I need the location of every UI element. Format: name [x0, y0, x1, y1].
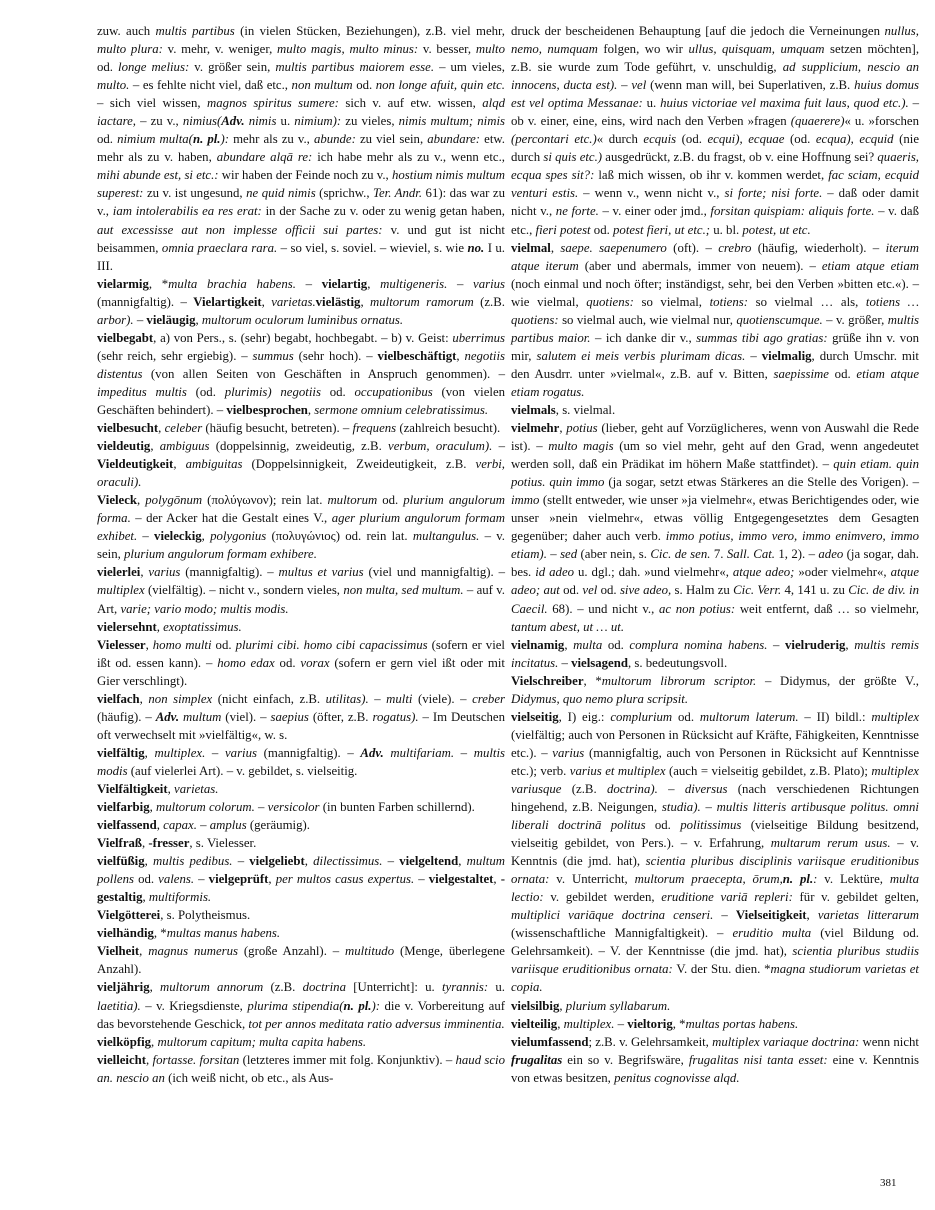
page-number: 381 [880, 1177, 897, 1189]
dictionary-entry: vielbegabt, a) von Pers., s. (sehr) begabt, hochbegabt. – b) v. Geist: uberrimus (sehr reich, sehr ergiebig). – summus (sehr hoch). – vielbeschäftigt, negotiis distentus (von allen Seiten von Geschäften in Anspruch genommen). – impeditus multis (od. plurimis) negotiis od. occupationibus (von vielen Geschäften behindert). – vielbesprochen, sermone omnium celebratissimus. [97, 330, 506, 417]
dictionary-entry: Vielheit, magnus numerus (große Anzahl). – multitudo (Menge, überlegene Anzahl). [97, 944, 505, 977]
dictionary-entry: vielerlei, varius (mannigfaltig). – multus et varius (viel und mannigfaltig). – multiplex (vielfältig). – nicht v., sondern vieles, non multa, sed multum. – auf v. Art, varie; vario modo; multis modis. [97, 565, 506, 616]
dictionary-entry: vielköpfig, multorum capitum; multa capita habens. [97, 1034, 367, 1049]
dictionary-entry: Vielesser, homo multi od. plurimi cibi. homo cibi capacissimus (sofern er viel ißt od. essen kann). – homo edax od. vorax (sofern er gern viel ißt oder mit Gier verschlingt). [97, 637, 505, 688]
dictionary-entry: vielhändig, *multas manus habens. [97, 926, 281, 941]
dictionary-entry: vielarmig, *multa brachia habens. – vielartig, multigeneris. – varius (mannigfaltig). – Vielartigkeit, varietas.vielästig, multorum ramorum (z.B. arbor). – vieläugig, multorum oculorum luminibus ornatus. [97, 276, 506, 327]
dictionary-entry: vielbesucht, celeber (häufig besucht, betreten). – frequens (zahlreich besucht). [97, 421, 501, 436]
left-column [97, 22, 505, 1087]
dictionary-entry: vielseitig, I) eig.: complurium od. multorum laterum. – II) bildl.: multiplex (vielfältig; auch von Personen in Rücksicht auf Kräfte, Fähigkeiten, Kenntnisse etc.). – varius (mannigfaltig, auch von Personen in Rücksicht auf Kenntnisse etc.); verb. varius et multiplex (auch = vielseitig gebildet, z.B. Plato); multiplex variusque (z.B. doctrina). – diversus (nach verschiedenen Richtungen hingehend, z.B. Neigungen, studia). – multis litteris artibusque politus. omni liberali doctrinā politus od. politissimus (vielseitige Bildung besitzend, vielseitig gebildet, von Pers.). – v. Erfahrung, multarum rerum usus. – v. Kenntnis (die jmd. hat), scientia pluribus disciplinis variisque eruditionibus ornata: v. Unterricht, multorum praecepta, ōrum,n. pl.: v. Lektüre, multa lectio: v. gebildet werden, eruditione variā repleri: für v. gebildet gelten, multiplici variāque doctrina censeri. – Vielseitigkeit, varietas litterarum (wissenschaftliche Mannigfaltigkeit). – eruditio multa (viel Bildung od. Gelehrsamkeit). – V. der Kenntnisse (die jmd. hat), scientia pluribus studiis variisque eruditionibus ornata: V. der Stu. dien. *magna studiorum varietas et copia. [511, 709, 920, 995]
dictionary-entry: vielfassend, capax. – amplus (geräumig). [97, 818, 310, 833]
dictionary-entry: vielmals, s. vielmal. [511, 402, 616, 417]
dictionary-entry: Vielschreiber, *multorum librorum scriptor. – Didymus, der größte V., Didymus, quo nemo plura scripsit. [511, 673, 919, 706]
dictionary-entry: druck der bescheidenen Behauptung [auf die jedoch die Verneinungen nullus, nemo, numquam folgen, wo wir ullus, quisquam, umquam setzen möchten], z.B. sie wurde zum Tode geführt, v. unschuldig, ad supplicium, nescio an innocens, ducta est). – vel (wenn man will, bei Superlativen, z.B. huius domus est vel optima Messanae: u. huius victoriae vel maxima fuit laus, quod etc.). – ob v. einer, eine, eins, wird nach den Verben »fragen (quaerere)« u. »forschen (percontari etc.)« durch ecquis (od. ecqui), ecquae (od. ecqua), ecquid (nie durch si quis etc.) ausgedrückt, z.B. du fragst, ob v. eine Hoffnung sei? quaeris, ecqua spes sit?: laß mich wissen, ob ihr v. kommen werdet, fac sciam, ecquid venturi estis. – wenn v., wenn nicht v., si forte; nisi forte. – daß oder damit nicht v., ne forte. – v. einer oder jmd., forsitan quispiam: aliquis forte. – v. daß etc., fieri potest od. potest fieri, ut etc.; u. bl. potest, ut etc. [511, 24, 920, 237]
dictionary-entry: vielsilbig, plurium syllabarum. [511, 998, 671, 1013]
dictionary-entry: Vielfraß, -fresser, s. Vielesser. [97, 836, 257, 851]
dictionary-entry: vielmal, saepe. saepenumero (oft). – crebro (häufig, wiederholt). – iterum atque iterum (aber und abermals, immer von neuem). – etiam atque etiam (noch einmal und noch öfter; inständigst, sehr, bei den Verben »bitten etc.«). – wie vielmal, quotiens: so vielmal, totiens: so vielmal … als, totiens … quotiens: so vielmal auch, wie vielmal nur, quotienscumque. – v. größer, multis partibus maior. – ich danke dir v., summas tibi ago gratias: grüße ihn v. von mir, salutem ei meis verbis plurimam dicas. – vielmalig, durch Umschr. mit den Ausdrr. unter »vielmal«, z.B. auf v. Bitten, saepissime od. etiam atque etiam rogatus. [511, 240, 920, 399]
right-column [511, 22, 919, 1087]
dictionary-entry: vielumfassend; z.B. v. Gelehrsamkeit, multiplex variaque doctrina: wenn nicht frugalitas ein so v. Begrifswäre, frugalitas nisi tanta esset: eine v. Kenntnis von etwas besitzen, penitus cognovisse alqd. [511, 1034, 919, 1085]
dictionary-entry: Vieleck, polygōnum (πολύγωνον); rein lat. multorum od. plurium angulorum forma. – der Acker hat die Gestalt eines V., ager plurium angulorum formam exhibet. – vieleckig, polygonius (πολυγώνιος) od. rein lat. multangulus. – v. sein, plurium angulorum formam exhibere. [97, 493, 505, 562]
dictionary-entry: vielfarbig, multorum colorum. – versicolor (in bunten Farben schillernd). [97, 800, 475, 815]
dictionary-entry: Vielfältigkeit, varietas. [97, 781, 219, 796]
dictionary-entry: vielfältig, multiplex. – varius (mannigfaltig). – Adv. multifariam. – multis modis (auf vielerlei Art). – v. gebildet, s. vielseitig. [97, 745, 506, 778]
dictionary-entry: vielfüßig, multis pedibus. – vielgeliebt, dilectissimus. – vielgeltend, multum pollens od. valens. – vielgeprüft, per multos casus expertus. – vielgestaltet, -gestaltig, multiformis. [97, 854, 505, 905]
dictionary-entry: vielersehnt, exoptatissimus. [97, 619, 242, 634]
dictionary-entry: vielteilig, multiplex. – vieltorig, *multas portas habens. [511, 1016, 799, 1031]
dictionary-entry: vieldeutig, ambiguus (doppelsinnig, zweideutig, z.B. verbum, oraculum). – Vieldeutigkeit, ambiguitas (Doppelsinnigkeit, Zweideutigkeit, z.B. verbi, oraculi). [97, 439, 506, 490]
dictionary-entry: vielfach, non simplex (nicht einfach, z.B. utilitas). – multi (viele). – creber (häufig). – Adv. multum (viel). – saepius (öfter, z.B. rogatus). – Im Deutschen oft verwechselt mit »vielfältig«, w. s. [97, 691, 505, 742]
dictionary-entry: vielnamig, multa od. complura nomina habens. – vielruderig, multis remis incitatus. – vielsagend, s. bedeutungsvoll. [511, 637, 920, 670]
dictionary-entry: zuw. auch multis partibus (in vielen Stücken, Beziehungen), z.B. viel mehr, multo plura: v. mehr, v. weniger, multo magis, multo minus: v. besser, multo od. longe melius: v. größer sein, multis partibus maiorem esse. – um vieles, multo. – es fehlte nicht viel, daß etc., non multum od. non longe afuit, quin etc. – sich viel wissen, magnos spiritus sumere: sich v. auf etw. wissen, alqd iactare, – zu v., nimius(Adv. nimis u. nimium): zu vieles, nimis multum; nimis od. nimium multa(n. pl.): mehr als zu v., abunde: zu viel sein, abundare: etw. mehr als zu v. haben, abundare alqā re: ich habe mehr als zu v., wenn etc., mihi abunde est, si etc.: wir haben der Feinde noch zu v., hostium nimis multum superest: zu v. ist ungesund, ne quid nimis (sprichw., Ter. Andr. 61): das war zu v., iam intolerabilis ea res erat: in der Sache zu v. oder zu wenig getan haben, aut excessisse aut non implesse officii sui partes: v. und gut ist nicht beisammen, omnia praeclara rara. – so viel, s. soviel. – wieviel, s. wie no. I u. III. [97, 24, 505, 273]
dictionary-entry: vieljährig, multorum annorum (z.B. doctrina [Unterricht]: u. tyrannis: u. laetitia). – v. Kriegsdienste, plurima stipendia(n. pl.): die v. Vorbereitung auf das bevorstehende Geschick, tot per annos meditata ratio adversus imminentia. [97, 980, 505, 1031]
dictionary-entry: vielleicht, fortasse. forsitan (letzteres immer mit folg. Konjunktiv). – haud scio an. nescio an (ich weiß nicht, ob etc., als Aus- [97, 1052, 505, 1085]
dictionary-entry: vielmehr, potius (lieber, geht auf Vorzüglicheres, wenn von Auswahl die Rede ist). – multo magis (um so viel mehr, geht auf den Grad, wenn angedeutet werden soll, daß ein Prädikat im höhern Maße stattfindet). – quin etiam. quin potius. quin immo (ja sogar, setzt etwas Stärkeres an die Stelle des Vorigen). – immo (stellt entweder, wie unser »ja vielmehr«, etwas Berichtigendes oder, wie unser »nein vielmehr«, etwas völlig Entgegengesetztes dem Gesagten gegenüber; daher auch verb. immo potius, immo vero, immo enimvero, immo etiam). – sed (aber nein, s. Cic. de sen. 7. Sall. Cat. 1, 2). – adeo (ja sogar, dah. bes. id adeo u. dgl.; dah. »und vielmehr«, atque adeo; »oder vielmehr«, atque adeo; aut od. vel od. sive adeo, s. Halm zu Cic. Verr. 4, 141 u. zu Cic. de div. in Caecil. 68). – und nicht v., ac non potius: weit entfernt, daß … so vielmehr, tantum abest, ut … ut. [511, 421, 920, 634]
dictionary-entry: Vielgötterei, s. Polytheismus. [97, 908, 251, 923]
